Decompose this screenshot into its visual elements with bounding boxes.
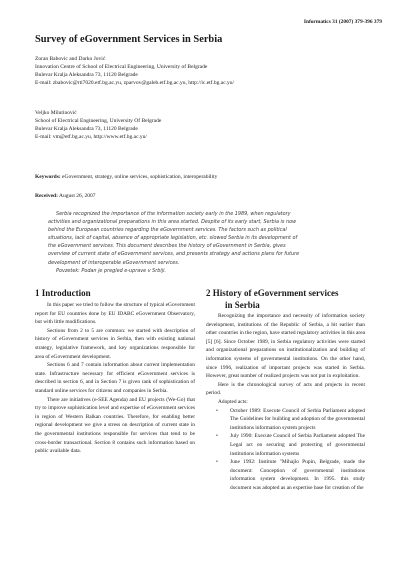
keywords-text: eGovernment, strategy, online services, sophistication, interoperability bbox=[60, 174, 218, 180]
author-address: Bulevar Kralja Aleksandra 73, 11120 Belgrade bbox=[35, 126, 138, 132]
author-address: Bulevar Kralja Aleksandra 73, 11120 Belgrade bbox=[35, 72, 138, 78]
abstract-line: overview of current state of eGovernment services, and presents strategy and actions plans for future bbox=[48, 251, 300, 258]
author-names: Veljko Milutinović bbox=[35, 110, 77, 116]
author-email: E-mail: vm@etf.bg.ac.yu, http://www.etf.bg.ac.yu/ bbox=[35, 134, 147, 140]
left-column bbox=[35, 301, 195, 456]
abstract-line: behind the European countries regarding the eGovernment services. The factors such as political bbox=[48, 227, 287, 234]
paragraph: There are initiatives (e-SEE Agenda) and EU projects (We-Go) that try to improve sophistication level and expertise of eGovernment services in region of Western Balkan countries. Therefore, for enabling better regional development we give a stress on description of current state in the governmental institutions responsible for services that tend to be cross-border transactional. Section 8 contains such information based on public available data. bbox=[35, 396, 195, 455]
list-item-text: July 1990: Execute Council of Serbia Parliament adopted The Legal act on securing and protecting of governmental institutions information systems bbox=[230, 433, 365, 457]
paragraph: Here is the chronological survey of acts and projects in recent period. bbox=[206, 381, 365, 397]
adopted-acts-label: Adopted acts: bbox=[218, 398, 248, 405]
section-2-heading-line: 2 History of eGovernment services bbox=[206, 288, 339, 298]
keywords-label: Keywords: bbox=[35, 174, 61, 180]
list-item bbox=[206, 432, 365, 458]
list-item bbox=[206, 407, 365, 433]
abstract-line: situations, lack of capital, absence of appropriate legislation, etc. slowed Serbia in its development of bbox=[48, 235, 298, 242]
abstract-line: activities and organizational preparations in this area started. Despite of its early start, Serbia is now bbox=[48, 219, 297, 226]
received-date bbox=[35, 193, 96, 199]
abstract-line: development of interoperable eGovernment services. bbox=[48, 259, 180, 266]
author-email: E-mail: zbabovic@rti7020.etf.bg.ac.yu, zparvov@galeb.etf.bg.ac.yu, http://ic.etf.bg.ac.yu/ bbox=[35, 80, 235, 86]
bullet-icon: • bbox=[216, 433, 218, 440]
author-names: Zoran Babovic and Darko Jović bbox=[35, 56, 106, 62]
paragraph: Recognizing the importance and necessity of information society development, institutions of the Republic of Serbia, a bit earlier than other countries in the region, have started regulatory activities in this area [5] [6]. Since October 1989, in Serbia regulatory activities were started and organizational preparations on institutionalization and building of information systems of governmental institutions. On the other hand, since 1996, realization of important projects was started in Serbia. However, great number of realized projects was not put in exploitation. bbox=[206, 313, 365, 380]
received-text: August 26, 2007 bbox=[57, 193, 96, 199]
right-column bbox=[206, 312, 365, 492]
section-1-heading: 1 Introduction bbox=[35, 288, 91, 298]
povzetek: Povzetek: Podan je pregled e-uprave v Srbiji. bbox=[56, 267, 166, 274]
author-block-2 bbox=[35, 109, 161, 141]
paper-title: Survey of eGovernment Services in Serbia bbox=[35, 34, 223, 45]
running-head: Informatics 31 (2007) 379-396 379 bbox=[303, 19, 382, 25]
author-affiliation: Innovation Centre of School of Electrical Engineering, University of Belgrade bbox=[35, 64, 208, 70]
bullet-icon: • bbox=[216, 459, 218, 466]
paragraph: In this paper we tried to follow the structure of typical eGovernment report for EU countries done by EU IDABC eGovernment Observatory, but with little modifications. bbox=[35, 302, 195, 326]
bullet-icon: • bbox=[216, 407, 218, 414]
abstract-line: the eGovernment services. This document describes the history of eGovernment in Serbia, gives bbox=[48, 243, 286, 250]
paragraph: Sections from 2 to 5 are common: we started with description of history of eGovernment services in Serbia, then with existing national strategy, legislative framework, and key organizations responsible for area of eGovernment development. bbox=[35, 327, 195, 360]
paragraph: Sections 6 and 7 contain information about current implementation state. Infrastructure necessary for efficient eGovernment services is described in section 6, and in Section 7 is given rank of sophistication of standard online services for citizens and companies in Serbia. bbox=[35, 362, 195, 394]
author-affiliation: School of Electrical Engineering, University Of Belgrade bbox=[35, 118, 162, 124]
list-item bbox=[206, 458, 365, 492]
abstract-line: Serbia recognized the importance of the information society early in the 1989, when regulatory bbox=[56, 211, 291, 217]
list-item-text: June 1992: Institute "Mihajlo Pupin, Belgrade, made the document: Conception of governmental institutions information system development. In 1995. this study document was adopted as an expertise base for creation of the bbox=[230, 459, 365, 491]
author-block-1 bbox=[35, 55, 234, 87]
section-2-heading-line: in Serbia bbox=[225, 299, 260, 310]
received-label: Received: bbox=[35, 193, 58, 199]
keywords bbox=[35, 174, 217, 180]
list-item-text: October 1989: Execute Council of Serbia Parliament adopted The Guidelines for building and adoption of the governmental institutions information system projects bbox=[230, 407, 365, 431]
section-2-heading bbox=[206, 288, 376, 311]
abstract bbox=[48, 210, 350, 275]
